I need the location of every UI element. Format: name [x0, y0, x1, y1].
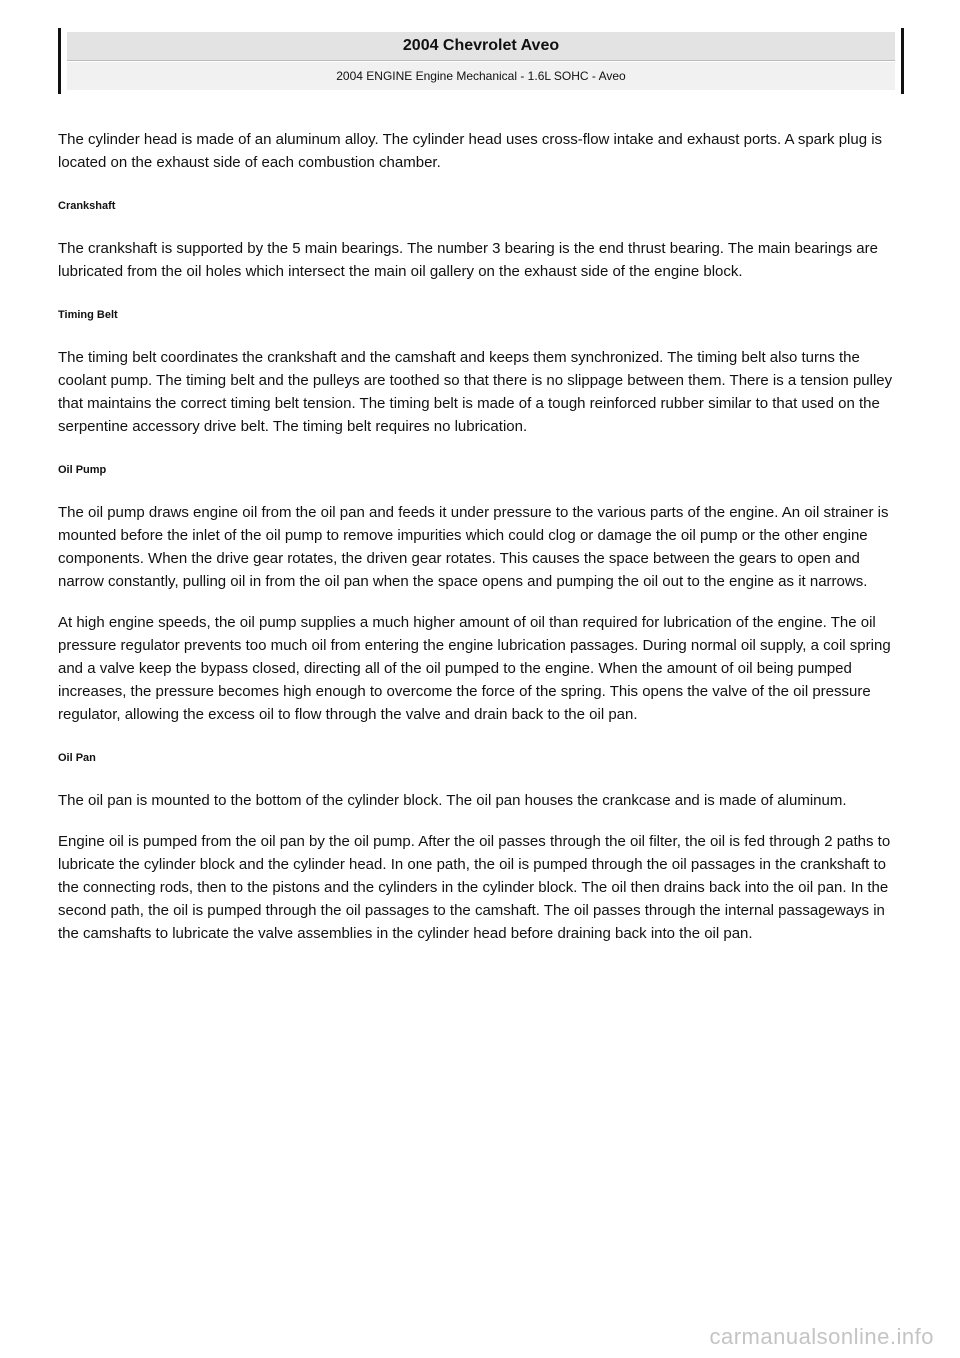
document-header — [58, 28, 904, 94]
document-title: 2004 Chevrolet Aveo — [67, 32, 895, 61]
paragraph-cylinder-head: The cylinder head is made of an aluminum alloy. The cylinder head uses cross-flow intake and exhaust ports. A spark plug is located on the exhaust side of each combustion chamber. — [58, 131, 883, 171]
heading-crankshaft: Crankshaft — [58, 200, 116, 212]
paragraph-oil-pump-2: At high engine speeds, the oil pump supplies a much higher amount of oil than required for lubrication of the engine. The oil pressure regulator prevents too much oil from entering the engine lubrication passages. During normal oil supply, a coil spring and a valve keep the bypass closed, directing all of the oil pumped to the engine. When the amount of oil being pumped increases, the pressure becomes high enough to overcome the force of the spring. This opens the valve of the oil pressure regulator, allowing the excess oil to flow through the valve and drain back to the oil pan. — [58, 614, 891, 723]
paragraph-oil-pan-2: Engine oil is pumped from the oil pan by the oil pump. After the oil passes through the oil filter, the oil is fed through 2 paths to lubricate the cylinder block and the cylinder head. In one path, the oil is pumped through the oil passages in the crankshaft to the connecting rods, then to the pistons and the cylinders in the cylinder block. The oil then drains back into the oil pan. In the second path, the oil is pumped through the oil passages to the camshaft. The oil passes through the internal passageways in the camshafts to lubricate the valve assemblies in the cylinder head before draining back into the oil pan. — [58, 833, 891, 942]
paragraph-timing-belt: The timing belt coordinates the crankshaft and the camshaft and keeps them synchronized. The timing belt also turns the coolant pump. The timing belt and the pulleys are toothed so that there is no slippage between them. There is a tension pulley that maintains the correct timing belt tension. The timing belt is made of a tough reinforced rubber similar to that used on the serpentine accessory drive belt. The timing belt requires no lubrication. — [58, 349, 893, 435]
heading-timing-belt: Timing Belt — [58, 309, 118, 321]
paragraph-crankshaft: The crankshaft is supported by the 5 main bearings. The number 3 bearing is the end thrust bearing. The main bearings are lubricated from the oil holes which intersect the main oil gallery on the exhaust side of the engine block. — [58, 240, 878, 280]
watermark: carmanualsonline.info — [709, 1324, 934, 1349]
paragraph-oil-pan-1: The oil pan is mounted to the bottom of the cylinder block. The oil pan houses the crankcase and is made of aluminum. — [58, 792, 847, 809]
paragraph-oil-pump-1: The oil pump draws engine oil from the oil pan and feeds it under pressure to the various parts of the engine. An oil strainer is mounted before the inlet of the oil pump to remove impurities which could clog or damage the oil pump or the other engine components. When the drive gear rotates, the driven gear rotates. This causes the space between the gears to open and narrow constantly, pulling oil in from the oil pan when the space opens and pumping the oil out to the engine as it narrows. — [58, 504, 889, 590]
heading-oil-pump: Oil Pump — [58, 464, 107, 476]
document-body — [58, 128, 900, 945]
document-subtitle: 2004 ENGINE Engine Mechanical - 1.6L SOHC - Aveo — [67, 62, 895, 90]
heading-oil-pan: Oil Pan — [58, 752, 96, 764]
